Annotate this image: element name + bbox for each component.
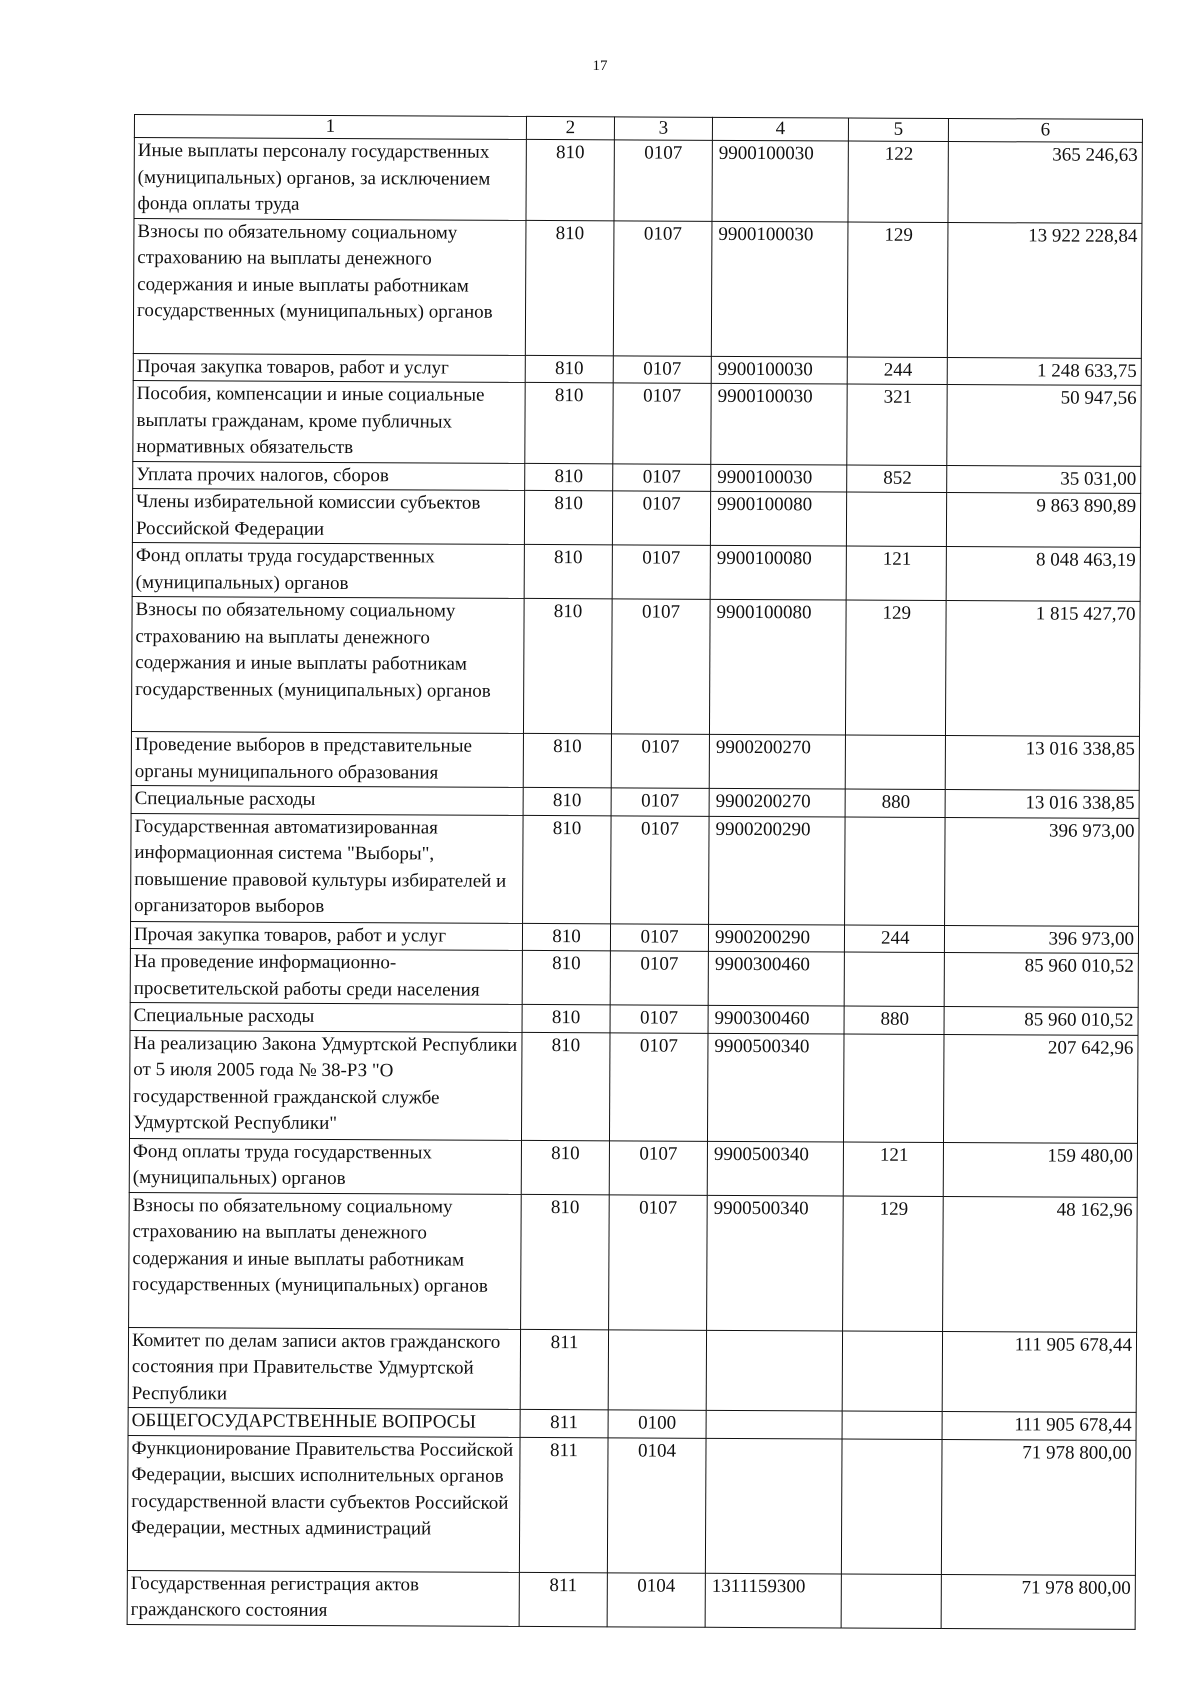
target-code-cell: 1311159300 [705,1573,841,1628]
target-code-cell [706,1330,842,1411]
department-code-cell: 810 [523,598,612,733]
item-name-cell: Взносы по обязательному социальному страхованию на выплаты денежного содержания и иные выплаты работникам государственных (муниципальных) органов [131,596,524,733]
table-row [127,1570,1135,1629]
table-row [129,1030,1138,1143]
expense-type-cell: 880 [844,1006,944,1034]
expense-type-cell: 121 [846,546,946,600]
table-row [131,731,1139,790]
target-code-cell: 9900300460 [708,1005,844,1033]
department-code-cell: 810 [525,463,613,491]
section-code-cell: 0107 [609,1032,708,1140]
table-row [130,948,1138,1007]
amount-cell: 85 960 010,52 [944,952,1138,1007]
item-name-cell: Прочая закупка товаров, работ и услуг [130,921,522,950]
column-header: 3 [614,117,712,140]
target-code-cell: 9900300460 [708,951,844,1006]
table-row [131,785,1139,817]
department-code-cell: 810 [524,490,612,544]
table-row [133,218,1142,358]
department-code-cell: 810 [521,1140,609,1194]
expense-type-cell [846,492,946,546]
amount-cell: 85 960 010,52 [944,1006,1138,1034]
amount-cell: 71 978 800,00 [941,1439,1136,1575]
expense-type-cell: 321 [847,384,947,465]
department-code-cell: 810 [521,1194,610,1329]
item-name-cell: Проведение выборов в представительные органы муниципального образования [131,731,523,787]
target-code-cell: 9900100030 [711,464,847,492]
item-name-cell: На реализацию Закона Удмуртской Республики от 5 июля 2005 года № 38-РЗ "О государственной гражданской службе Удмуртской Республики" [129,1030,522,1140]
expense-type-cell: 122 [848,141,948,222]
item-name-cell: ОБЩЕГОСУДАРСТВЕННЫЕ ВОПРОСЫ [128,1407,520,1436]
item-name-cell: Специальные расходы [130,1002,522,1031]
section-code-cell: 0107 [613,220,712,355]
amount-cell: 396 973,00 [945,817,1140,926]
item-name-cell: Взносы по обязательному социальному страхованию на выплаты денежного содержания и иные выплаты работникам государственных (муниципальных) органов [133,218,526,355]
amount-cell: 9 863 890,89 [946,492,1140,547]
item-name-cell: Специальные расходы [131,785,523,814]
target-code-cell: 9900100030 [711,356,847,384]
item-name-cell: Функционирование Правительства Российской Федерации, высших исполнительных органов государственной власти субъектов Российской Федерации, местных администраций [127,1435,520,1572]
budget-table [127,114,1143,1629]
item-name-cell: Уплата прочих налогов, сборов [133,461,525,490]
section-code-cell: 0107 [610,951,708,1005]
target-code-cell: 9900200290 [708,924,844,952]
column-header: 4 [712,117,848,141]
amount-cell: 50 947,56 [947,384,1141,465]
section-code-cell: 0107 [614,140,712,221]
section-code-cell: 0107 [612,545,710,599]
item-name-cell: Прочая закупка товаров, работ и услуг [133,353,525,382]
department-code-cell: 811 [520,1329,608,1410]
target-code-cell [705,1438,842,1574]
amount-cell: 111 905 678,44 [942,1411,1136,1439]
table-row [133,461,1141,493]
section-code-cell: 0100 [608,1410,706,1438]
expense-type-cell: 121 [843,1141,943,1195]
amount-cell: 159 480,00 [943,1142,1137,1197]
department-code-cell: 810 [525,382,613,463]
department-code-cell: 811 [519,1572,607,1626]
expense-type-cell: 244 [847,356,947,384]
item-name-cell: Фонд оплаты труда государственных (муниципальных) органов [132,542,524,598]
department-code-cell: 810 [522,923,610,951]
section-code-cell: 0107 [613,463,711,491]
table-row [127,1435,1136,1575]
target-code-cell: 9900100080 [709,599,846,735]
item-name-cell: Иные выплаты персоналу государственных (муниципальных) органов, за исключением фонда оплаты труда [134,138,526,220]
table-row [131,813,1140,926]
amount-cell: 35 031,00 [947,465,1141,493]
section-code-cell: 0107 [611,788,709,816]
department-code-cell: 810 [524,544,612,598]
amount-cell: 1 815 427,70 [945,600,1140,736]
expense-type-cell [841,1438,942,1573]
amount-cell: 111 905 678,44 [942,1331,1136,1412]
department-code-cell: 810 [526,139,614,220]
section-code-cell: 0107 [611,599,710,734]
amount-cell: 8 048 463,19 [946,546,1140,601]
department-code-cell: 810 [523,733,611,787]
section-code-cell: 0107 [613,383,711,464]
target-code-cell: 9900100080 [710,491,846,546]
table-row [133,353,1141,385]
expense-type-cell: 244 [844,924,944,952]
table-row [129,1192,1138,1332]
target-code-cell: 9900100030 [711,221,848,357]
section-code-cell: 0107 [611,815,710,923]
department-code-cell: 811 [520,1409,608,1437]
column-header: 2 [526,116,614,139]
table-row [129,1138,1137,1197]
section-code-cell: 0107 [610,923,708,951]
table-row [132,488,1140,547]
item-name-cell: Члены избирательной комиссии субъектов Российской Федерации [132,488,524,544]
target-code-cell: 9900500340 [707,1033,844,1142]
page-number: 17 [592,58,608,74]
amount-cell: 13 922 228,84 [947,222,1142,358]
department-code-cell: 810 [525,220,614,355]
table-row [134,138,1142,223]
expense-type-cell [842,1411,942,1439]
item-name-cell: Фонд оплаты труда государственных (муниципальных) органов [129,1138,521,1194]
column-header: 1 [134,115,526,140]
table-row [130,921,1138,953]
table-row [128,1327,1136,1412]
department-code-cell: 810 [521,1032,610,1140]
column-header: 6 [948,118,1142,142]
section-code-cell: 0107 [609,1194,708,1329]
target-code-cell [706,1410,842,1438]
item-name-cell: Государственная автоматизированная информационная система "Выборы", повышение правовой культуры избирателей и организаторов выборов [131,813,524,923]
target-code-cell: 9900100080 [710,545,846,600]
expense-type-cell: 129 [847,221,948,356]
section-code-cell [608,1329,706,1410]
section-code-cell: 0107 [612,491,710,545]
column-header: 5 [848,118,948,141]
target-code-cell: 9900200270 [709,734,845,789]
expense-type-cell: 129 [843,1195,944,1330]
department-code-cell: 810 [523,787,611,815]
item-name-cell: На проведение информационно-просветительской работы среди населения [130,948,522,1004]
section-code-cell: 0107 [609,1140,707,1194]
section-code-cell: 0104 [607,1437,706,1572]
amount-cell: 1 248 633,75 [947,357,1141,385]
department-code-cell: 810 [522,1004,610,1032]
table-row [130,1002,1138,1034]
target-code-cell: 9900200270 [709,788,845,816]
item-name-cell: Комитет по делам записи актов гражданского состояния при Правительстве Удмуртской Республики [128,1327,520,1409]
table-row [128,1407,1136,1439]
section-code-cell: 0107 [610,1005,708,1033]
section-code-cell: 0107 [613,355,711,383]
target-code-cell: 9900200290 [709,816,846,925]
expense-type-cell: 129 [845,600,946,735]
section-code-cell: 0104 [607,1572,705,1626]
amount-cell: 365 246,63 [948,141,1142,222]
amount-cell: 13 016 338,85 [945,735,1139,790]
table-row [132,542,1140,601]
expense-type-cell: 852 [847,464,947,492]
item-name-cell: Государственная регистрация актов гражданского состояния [127,1570,519,1626]
item-name-cell: Взносы по обязательному социальному страхованию на выплаты денежного содержания и иные выплаты работникам государственных (муниципальных) органов [129,1192,522,1329]
item-name-cell: Пособия, компенсации и иные социальные выплаты гражданам, кроме публичных нормативных обязательств [133,380,525,462]
target-code-cell: 9900500340 [707,1195,844,1331]
expense-type-cell [844,952,944,1006]
expense-type-cell [842,1330,942,1411]
target-code-cell: 9900500340 [707,1141,843,1196]
department-code-cell: 810 [522,950,610,1004]
target-code-cell: 9900100030 [711,383,847,464]
expense-type-cell [845,816,946,924]
table-body [127,138,1142,1629]
amount-cell: 396 973,00 [944,925,1138,953]
expense-type-cell [843,1033,944,1141]
amount-cell: 207 642,96 [943,1034,1138,1143]
amount-cell: 71 978 800,00 [941,1574,1135,1629]
amount-cell: 48 162,96 [943,1196,1138,1332]
target-code-cell: 9900100030 [712,140,848,221]
expense-type-cell [841,1573,941,1627]
table-row [133,380,1141,465]
expense-type-cell: 880 [845,789,945,817]
section-code-cell: 0107 [611,734,709,788]
amount-cell: 13 016 338,85 [945,789,1139,817]
department-code-cell: 810 [523,815,612,923]
department-code-cell: 810 [525,355,613,383]
table-row [131,596,1140,736]
department-code-cell: 811 [519,1437,608,1572]
expense-type-cell [845,735,945,789]
